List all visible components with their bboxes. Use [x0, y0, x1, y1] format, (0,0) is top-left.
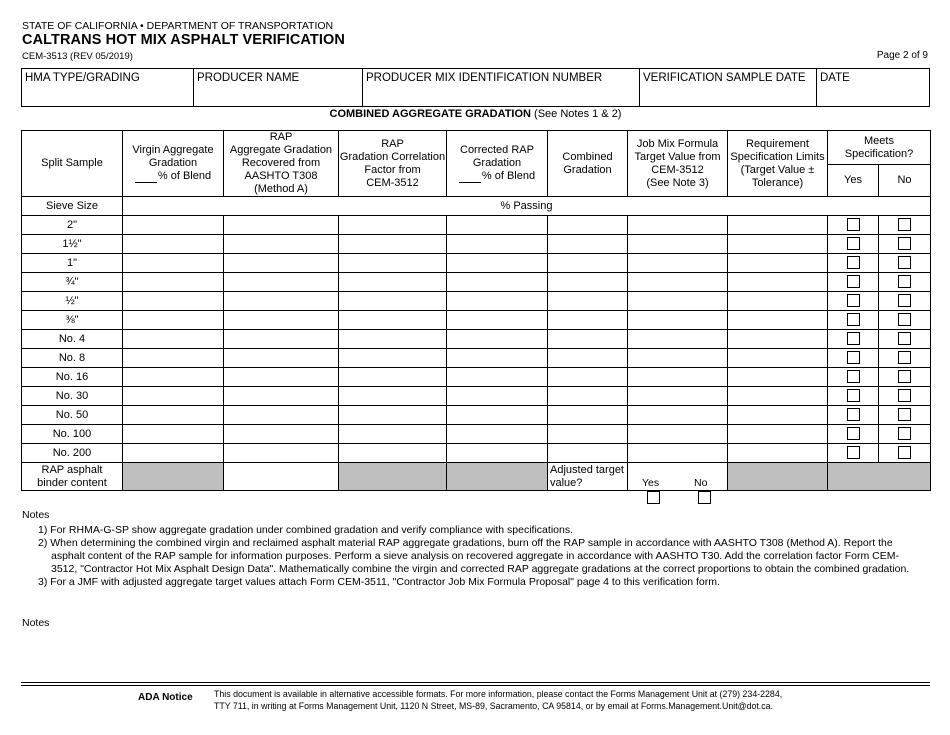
gradation-cell[interactable] [548, 330, 628, 349]
sieve-label: No. 30 [22, 387, 123, 406]
meets-yes-checkbox[interactable] [847, 446, 860, 459]
meets-no-checkbox[interactable] [898, 408, 911, 421]
gradation-cell[interactable] [728, 387, 828, 406]
gradation-cell[interactable] [339, 311, 447, 330]
gradation-cell[interactable] [548, 235, 628, 254]
gradation-cell[interactable] [548, 273, 628, 292]
col-virgin-l3: % of Blend [157, 170, 212, 182]
sieve-row [22, 387, 931, 406]
col-comb-l2: Gradation [563, 163, 612, 176]
header-fields-table [21, 68, 930, 107]
rap-binder-virgin-cell [123, 463, 224, 491]
rap-blend-blank[interactable] [459, 172, 481, 183]
meets-yes-cell [828, 292, 879, 311]
gradation-cell[interactable] [628, 406, 728, 425]
col-req-l4: Tolerance) [751, 176, 804, 189]
gradation-cell[interactable] [123, 387, 224, 406]
gradation-cell[interactable] [628, 425, 728, 444]
sieve-label: ½" [22, 292, 123, 311]
meets-yes-checkbox[interactable] [847, 275, 860, 288]
meets-yes-cell [828, 349, 879, 368]
meets-yes-checkbox[interactable] [847, 218, 860, 231]
gradation-cell[interactable] [628, 311, 728, 330]
meets-no-checkbox[interactable] [898, 218, 911, 231]
meets-yes-cell [828, 311, 879, 330]
gradation-cell[interactable] [628, 349, 728, 368]
percent-passing-label: % Passing [123, 197, 931, 216]
gradation-cell[interactable] [628, 444, 728, 463]
gradation-cell[interactable] [123, 273, 224, 292]
gradation-cell[interactable] [728, 406, 828, 425]
gradation-cell[interactable] [224, 349, 339, 368]
gradation-cell[interactable] [339, 368, 447, 387]
verification-sample-date-field[interactable]: VERIFICATION SAMPLE DATE [640, 69, 817, 107]
gradation-cell[interactable] [628, 235, 728, 254]
gradation-cell[interactable] [548, 406, 628, 425]
meets-yes-cell [828, 444, 879, 463]
col-jmf-target [628, 131, 728, 197]
ada-line-2: TTY 711, in writing at Forms Management Unit, 1120 N Street, MS-89, Sacramento, CA 95814, or by email at Forms.Management.Unit@dot.ca. [214, 701, 773, 711]
meets-yes-checkbox[interactable] [847, 351, 860, 364]
gradation-cell[interactable] [123, 349, 224, 368]
gradation-cell[interactable] [224, 387, 339, 406]
form-title: CALTRANS HOT MIX ASPHALT VERIFICATION [22, 32, 345, 48]
adjusted-yes-no-cell [628, 463, 728, 491]
ada-notice-text [214, 688, 914, 712]
sieve-label: No. 4 [22, 330, 123, 349]
note-2: 2) When determining the combined virgin and reclaimed asphalt material RAP aggregate gradations, burn off the RAP sample in accordance with AASHTO T308 (Method A). Report the asphalt content of the RAP sample for information purposes. Perform a sieve analysis on recovered aggregate in accordance with AASHTO T30. Add the correlation factor Form CEM-3512, "Contractor Hot Mix Asphalt Design Data". Mathematically combine the virgin and corrected RAP aggregate gradations at the correct proportions to obtain the combined gradation. [38, 537, 910, 575]
gradation-cell[interactable] [447, 254, 548, 273]
meets-no-cell [879, 425, 931, 444]
meets-yes-checkbox[interactable] [847, 313, 860, 326]
col-jmf-l2: Target Value from [634, 150, 721, 163]
gradation-cell[interactable] [548, 368, 628, 387]
adjusted-target-label [548, 463, 628, 491]
col-crap-l2: Gradation [472, 157, 522, 169]
gradation-cell[interactable] [447, 273, 548, 292]
gradation-cell[interactable] [123, 216, 224, 235]
sieve-label: 1" [22, 254, 123, 273]
gradation-cell[interactable] [224, 273, 339, 292]
gradation-cell[interactable] [548, 444, 628, 463]
col-jmf-l4: (See Note 3) [646, 176, 709, 189]
gradation-cell[interactable] [728, 254, 828, 273]
sieve-row [22, 349, 931, 368]
sieve-label: 1½" [22, 235, 123, 254]
meets-yes-checkbox[interactable] [847, 332, 860, 345]
notes-title: Notes [22, 509, 50, 521]
gradation-cell[interactable] [224, 330, 339, 349]
meets-no-cell [879, 273, 931, 292]
meets-no-cell [879, 216, 931, 235]
col-virgin-l2: Gradation [148, 157, 198, 169]
gradation-cell[interactable] [447, 235, 548, 254]
col-corr-l1: RAP [381, 137, 404, 150]
sieve-row [22, 425, 931, 444]
meets-no-checkbox[interactable] [898, 351, 911, 364]
sieve-row [22, 444, 931, 463]
meets-yes-cell [828, 425, 879, 444]
gradation-cell[interactable] [447, 311, 548, 330]
free-notes-label: Notes [22, 617, 50, 629]
divider-line [21, 682, 930, 683]
meets-yes-checkbox[interactable] [847, 427, 860, 440]
adjusted-l2: value? [550, 476, 583, 489]
gradation-cell[interactable] [548, 311, 628, 330]
col-rap-l4: AASHTO T308 [244, 170, 318, 182]
sieve-label: No. 50 [22, 406, 123, 425]
virgin-blend-blank[interactable] [135, 172, 157, 183]
gradation-cell[interactable] [628, 387, 728, 406]
rap-binder-l1: RAP asphalt [41, 463, 103, 476]
col-jmf-l1: Job Mix Formula [636, 137, 719, 150]
sieve-row [22, 292, 931, 311]
meets-no-checkbox[interactable] [898, 256, 911, 269]
gradation-cell[interactable] [123, 311, 224, 330]
col-virgin-aggregate [123, 131, 224, 197]
gradation-cell[interactable] [728, 292, 828, 311]
gradation-cell[interactable] [728, 368, 828, 387]
rap-binder-crap-cell [447, 463, 548, 491]
meets-no-cell [879, 254, 931, 273]
adjusted-l1: Adjusted target [550, 463, 624, 476]
adjusted-yes-label: Yes [642, 476, 660, 489]
gradation-cell[interactable] [628, 330, 728, 349]
meets-yes-cell [828, 254, 879, 273]
notes-list [38, 524, 918, 589]
gradation-cell[interactable] [339, 406, 447, 425]
sieve-size-label: Sieve Size [22, 197, 123, 216]
gradation-cell[interactable] [339, 254, 447, 273]
meets-no-cell [879, 311, 931, 330]
sieve-row [22, 311, 931, 330]
gradation-cell[interactable] [339, 235, 447, 254]
gradation-cell[interactable] [224, 425, 339, 444]
gradation-cell[interactable] [224, 254, 339, 273]
producer-name-field[interactable]: PRODUCER NAME [194, 69, 363, 107]
col-jmf-l3: CEM-3512 [651, 163, 704, 176]
gradation-cell[interactable] [628, 292, 728, 311]
col-corr-l4: CEM-3512 [366, 176, 419, 189]
meets-no-cell [879, 292, 931, 311]
meets-yes-cell [828, 235, 879, 254]
sieve-row [22, 330, 931, 349]
meets-yes-checkbox[interactable] [847, 237, 860, 250]
meets-yes-checkbox[interactable] [847, 256, 860, 269]
gradation-cell[interactable] [224, 444, 339, 463]
meets-no-checkbox[interactable] [898, 275, 911, 288]
col-comb-l1: Combined [562, 150, 613, 163]
form-number: CEM-3513 (REV 05/2019) [22, 51, 133, 62]
gradation-cell[interactable] [447, 444, 548, 463]
sieve-row [22, 216, 931, 235]
gradation-cell[interactable] [123, 406, 224, 425]
sieve-label: ¾" [22, 273, 123, 292]
col-rap-l5: (Method A) [254, 183, 308, 195]
gradation-cell[interactable] [447, 425, 548, 444]
gradation-cell[interactable] [224, 311, 339, 330]
meets-no-cell [879, 330, 931, 349]
gradation-cell[interactable] [628, 216, 728, 235]
col-corr-l3: Factor from [364, 163, 421, 176]
meets-yes-cell [828, 273, 879, 292]
gradation-cell[interactable] [123, 292, 224, 311]
gradation-cell[interactable] [447, 292, 548, 311]
col-rap-aggregate [224, 131, 339, 197]
gradation-cell[interactable] [447, 387, 548, 406]
page-number: Page 2 of 9 [876, 50, 928, 61]
adjusted-no-label: No [694, 476, 708, 489]
meets-no-cell [879, 387, 931, 406]
gradation-cell[interactable] [339, 349, 447, 368]
note-1: 1) For RHMA-G-SP show aggregate gradation under combined gradation and verify compliance with specifications. [38, 524, 573, 536]
col-requirement [728, 131, 828, 197]
meets-no-checkbox[interactable] [898, 313, 911, 326]
gradation-cell[interactable] [728, 330, 828, 349]
gradation-cell[interactable] [447, 406, 548, 425]
col-req-l1: Requirement [746, 137, 809, 150]
col-split-sample: Split Sample [22, 131, 123, 197]
sieve-label: ⅜" [22, 311, 123, 330]
rap-binder-meets-cell [828, 463, 931, 491]
gradation-cell[interactable] [224, 235, 339, 254]
col-yes: Yes [828, 165, 879, 197]
date-field[interactable]: DATE [817, 69, 930, 107]
gradation-cell[interactable] [339, 387, 447, 406]
gradation-cell[interactable] [628, 368, 728, 387]
gradation-cell[interactable] [447, 349, 548, 368]
col-req-l3: (Target Value ± [740, 163, 815, 176]
gradation-cell[interactable] [548, 216, 628, 235]
col-meets-l2: Specification? [844, 147, 914, 160]
section-note: (See Notes 1 & 2) [530, 108, 622, 120]
gradation-cell[interactable] [224, 368, 339, 387]
sieve-row [22, 254, 931, 273]
hma-type-field[interactable]: HMA TYPE/GRADING [22, 69, 194, 107]
gradation-cell[interactable] [628, 273, 728, 292]
gradation-cell[interactable] [728, 444, 828, 463]
sieve-row [22, 273, 931, 292]
rap-binder-req-cell [728, 463, 828, 491]
col-crap-l3: % of Blend [481, 170, 536, 182]
meets-no-checkbox[interactable] [898, 332, 911, 345]
meets-yes-checkbox[interactable] [847, 294, 860, 307]
rap-binder-rap-cell[interactable] [224, 463, 339, 491]
note-3: 3) For a JMF with adjusted aggregate target values attach Form CEM-3511, "Contractor Job Mix Formula Proposal" page 4 to this verification form. [38, 576, 720, 588]
meets-no-cell [879, 444, 931, 463]
sieve-label: No. 200 [22, 444, 123, 463]
gradation-table [21, 130, 931, 491]
gradation-cell[interactable] [339, 444, 447, 463]
gradation-cell[interactable] [447, 368, 548, 387]
gradation-cell[interactable] [339, 330, 447, 349]
meets-no-checkbox[interactable] [898, 389, 911, 402]
sieve-label: 2" [22, 216, 123, 235]
gradation-cell[interactable] [548, 349, 628, 368]
sieve-row [22, 235, 931, 254]
col-no: No [879, 165, 931, 197]
producer-mix-id-field[interactable]: PRODUCER MIX IDENTIFICATION NUMBER [363, 69, 640, 107]
gradation-cell[interactable] [123, 330, 224, 349]
meets-yes-cell [828, 368, 879, 387]
col-rap-l3: Recovered from [241, 157, 321, 169]
col-virgin-l1: Virgin Aggregate [132, 144, 214, 156]
meets-no-cell [879, 406, 931, 425]
meets-no-cell [879, 235, 931, 254]
gradation-cell[interactable] [123, 254, 224, 273]
sieve-rows [22, 216, 931, 463]
gradation-cell[interactable] [224, 292, 339, 311]
col-combined [548, 131, 628, 197]
meets-no-cell [879, 368, 931, 387]
ada-notice-label: ADA Notice [138, 692, 193, 703]
col-rap-l2: Aggregate Gradation [229, 144, 333, 156]
col-corrected-rap [447, 131, 548, 197]
divider-line [21, 685, 930, 686]
gradation-cell[interactable] [123, 444, 224, 463]
col-req-l2: Specification Limits [730, 150, 825, 163]
gradation-cell[interactable] [339, 216, 447, 235]
meets-yes-cell [828, 406, 879, 425]
gradation-cell[interactable] [447, 330, 548, 349]
meets-yes-cell [828, 216, 879, 235]
gradation-cell[interactable] [728, 235, 828, 254]
rap-binder-l2: binder content [37, 476, 107, 489]
gradation-cell[interactable] [224, 406, 339, 425]
meets-yes-checkbox[interactable] [847, 389, 860, 402]
gradation-cell[interactable] [548, 425, 628, 444]
rap-binder-label [22, 463, 123, 491]
sieve-label: No. 8 [22, 349, 123, 368]
col-meets-spec [828, 131, 931, 165]
gradation-cell[interactable] [123, 425, 224, 444]
meets-no-cell [879, 349, 931, 368]
col-corr-l2: Gradation Correlation [339, 150, 446, 163]
sieve-row [22, 406, 931, 425]
gradation-cell[interactable] [728, 425, 828, 444]
gradation-cell[interactable] [728, 273, 828, 292]
rap-binder-corr-cell [339, 463, 447, 491]
gradation-cell[interactable] [728, 216, 828, 235]
meets-no-checkbox[interactable] [898, 237, 911, 250]
gradation-cell[interactable] [728, 349, 828, 368]
gradation-cell[interactable] [548, 292, 628, 311]
meets-no-checkbox[interactable] [898, 294, 911, 307]
gradation-cell[interactable] [728, 311, 828, 330]
adjusted-no-checkbox[interactable] [698, 491, 711, 504]
adjusted-yes-checkbox[interactable] [647, 491, 660, 504]
gradation-cell[interactable] [339, 273, 447, 292]
section-title: COMBINED AGGREGATE GRADATION [329, 108, 531, 120]
meets-no-checkbox[interactable] [898, 446, 911, 459]
gradation-cell[interactable] [339, 292, 447, 311]
meets-yes-cell [828, 387, 879, 406]
col-rap-correlation [339, 131, 447, 197]
gradation-cell[interactable] [548, 254, 628, 273]
sieve-label: No. 16 [22, 368, 123, 387]
gradation-cell[interactable] [339, 425, 447, 444]
sieve-label: No. 100 [22, 425, 123, 444]
col-meets-l1: Meets [864, 134, 894, 147]
section-heading [21, 108, 930, 120]
gradation-cell[interactable] [628, 254, 728, 273]
gradation-cell[interactable] [224, 216, 339, 235]
ada-line-1: This document is available in alternative accessible formats. For more information, please contact the Forms Management Unit at (279) 234-2284, [214, 689, 783, 699]
meets-yes-cell [828, 330, 879, 349]
meets-yes-checkbox[interactable] [847, 408, 860, 421]
col-crap-l1: Corrected RAP [460, 144, 534, 156]
sieve-row [22, 368, 931, 387]
gradation-cell[interactable] [123, 368, 224, 387]
gradation-cell[interactable] [123, 235, 224, 254]
meets-no-checkbox[interactable] [898, 427, 911, 440]
meets-no-checkbox[interactable] [898, 370, 911, 383]
agency-line: STATE OF CALIFORNIA • DEPARTMENT OF TRANSPORTATION [22, 20, 334, 32]
gradation-cell[interactable] [447, 216, 548, 235]
gradation-cell[interactable] [548, 387, 628, 406]
col-rap-l1: RAP [269, 131, 293, 143]
meets-yes-checkbox[interactable] [847, 370, 860, 383]
